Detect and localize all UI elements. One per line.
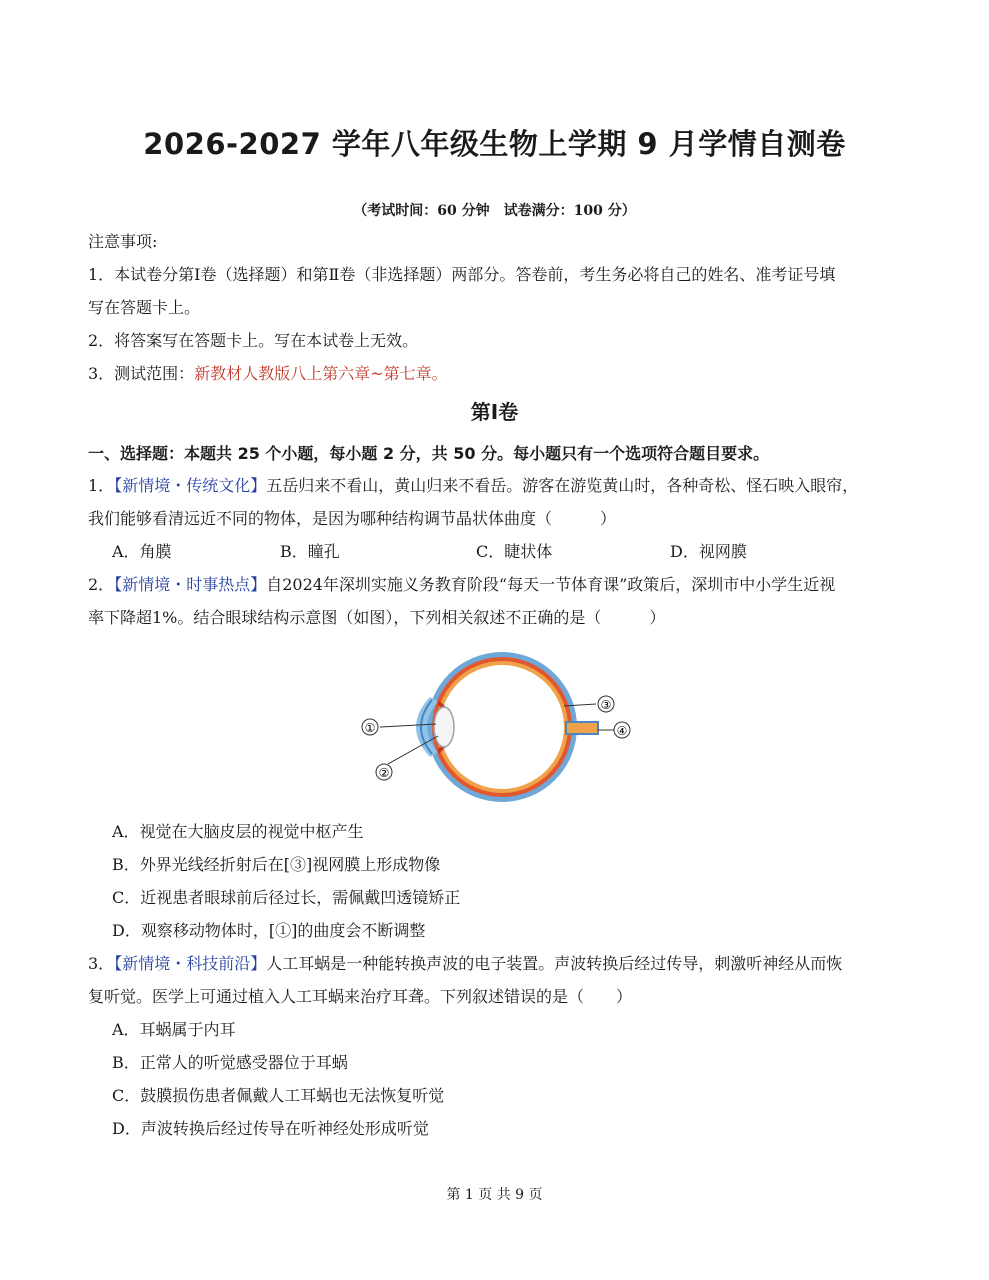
- question-number: 3．: [88, 954, 115, 973]
- q2-option-a: A．视觉在大脑皮层的视觉中枢产生: [112, 822, 364, 841]
- question-1-line-2: 我们能够看清远近不同的物体，是因为哪种结构调节晶状体曲度（ ）: [88, 509, 617, 528]
- question-tag: 【新情境・时事热点】: [114, 575, 267, 594]
- question-text: 人工耳蜗是一种能转换声波的电子装置。声波转换后经过传导，刺激听神经从而恢: [266, 954, 843, 973]
- diagram-label-4: ④: [616, 724, 628, 738]
- q3-option-b: B．正常人的听觉感受器位于耳蜗: [112, 1053, 348, 1072]
- q1-option-d: D．视网膜: [670, 542, 747, 561]
- note-2: 2．将答案写在答题卡上。写在本试卷上无效。: [88, 331, 419, 350]
- diagram-label-1: ①: [364, 721, 376, 735]
- note-1-line-1: 1．本试卷分第Ⅰ卷（选择题）和第Ⅱ卷（非选择题）两部分。答卷前，考生务必将自己的姓名、准考证号填: [88, 265, 836, 284]
- q2-option-d: D．观察移动物体时，[①]的曲度会不断调整: [112, 921, 426, 940]
- diagram-label-3: ③: [600, 698, 612, 712]
- q3-option-d: D．声波转换后经过传导在听神经处形成听觉: [112, 1119, 429, 1138]
- question-1-line-1: [88, 475, 858, 497]
- q2-option-b: B．外界光线经折射后在[③]视网膜上形成物像: [112, 855, 441, 874]
- question-number: 2．: [88, 575, 115, 594]
- page-title: 2026-2027 学年八年级生物上学期 9 月学情自测卷: [143, 127, 846, 161]
- diagram-label-2: ②: [378, 766, 390, 780]
- note-3: [88, 363, 448, 385]
- question-tag: 【新情境・科技前沿】: [114, 954, 267, 973]
- question-2-line-1: [88, 574, 835, 596]
- vitreous-body: [440, 665, 564, 789]
- lens: [434, 707, 454, 747]
- q1-option-c: C．睫状体: [476, 542, 553, 561]
- q1-option-b: B．瞳孔: [280, 542, 340, 561]
- section-heading: 一、选择题：本题共 25 个小题，每小题 2 分，共 50 分。每小题只有一个选项符合题目要求。: [88, 444, 770, 463]
- question-2-line-2: 率下降超1%。结合眼球结构示意图（如图），下列相关叙述不正确的是（ ）: [88, 608, 666, 627]
- q1-option-a: A．角膜: [112, 542, 172, 561]
- question-text: 自2024年深圳实施义务教育阶段“每天一节体育课”政策后，深圳市中小学生近视: [266, 575, 836, 594]
- note-3-range: 新教材人教版八上第六章~第七章。: [194, 364, 448, 383]
- q3-option-c: C．鼓膜损伤患者佩戴人工耳蜗也无法恢复听觉: [112, 1086, 445, 1105]
- question-tag: 【新情境・传统文化】: [114, 476, 267, 495]
- optic-nerve: [566, 722, 598, 734]
- section-title: 第Ⅰ卷: [470, 400, 519, 424]
- note-3-prefix: 3．测试范围：: [88, 364, 195, 383]
- page-footer: 第 1 页 共 9 页: [446, 1187, 543, 1203]
- question-number: 1．: [88, 476, 115, 495]
- q3-option-a: A．耳蜗属于内耳: [112, 1020, 236, 1039]
- question-text: 五岳归来不看山，黄山归来不看岳。游客在游览黄山时，各种奇松、怪石映入眼帘，: [266, 476, 859, 495]
- eyeball-diagram: [352, 640, 642, 810]
- question-3-line-1: [88, 953, 842, 975]
- note-1-line-2: 写在答题卡上。: [88, 298, 201, 317]
- q2-option-c: C．近视患者眼球前后径过长，需佩戴凹透镜矫正: [112, 888, 461, 907]
- notes-heading: 注意事项:: [88, 232, 158, 251]
- exam-subtitle: （考试时间：60 分钟 试卷满分：100 分）: [353, 203, 636, 219]
- question-3-line-2: 复听觉。医学上可通过植入人工耳蜗来治疗耳聋。下列叙述错误的是（ ）: [88, 987, 633, 1006]
